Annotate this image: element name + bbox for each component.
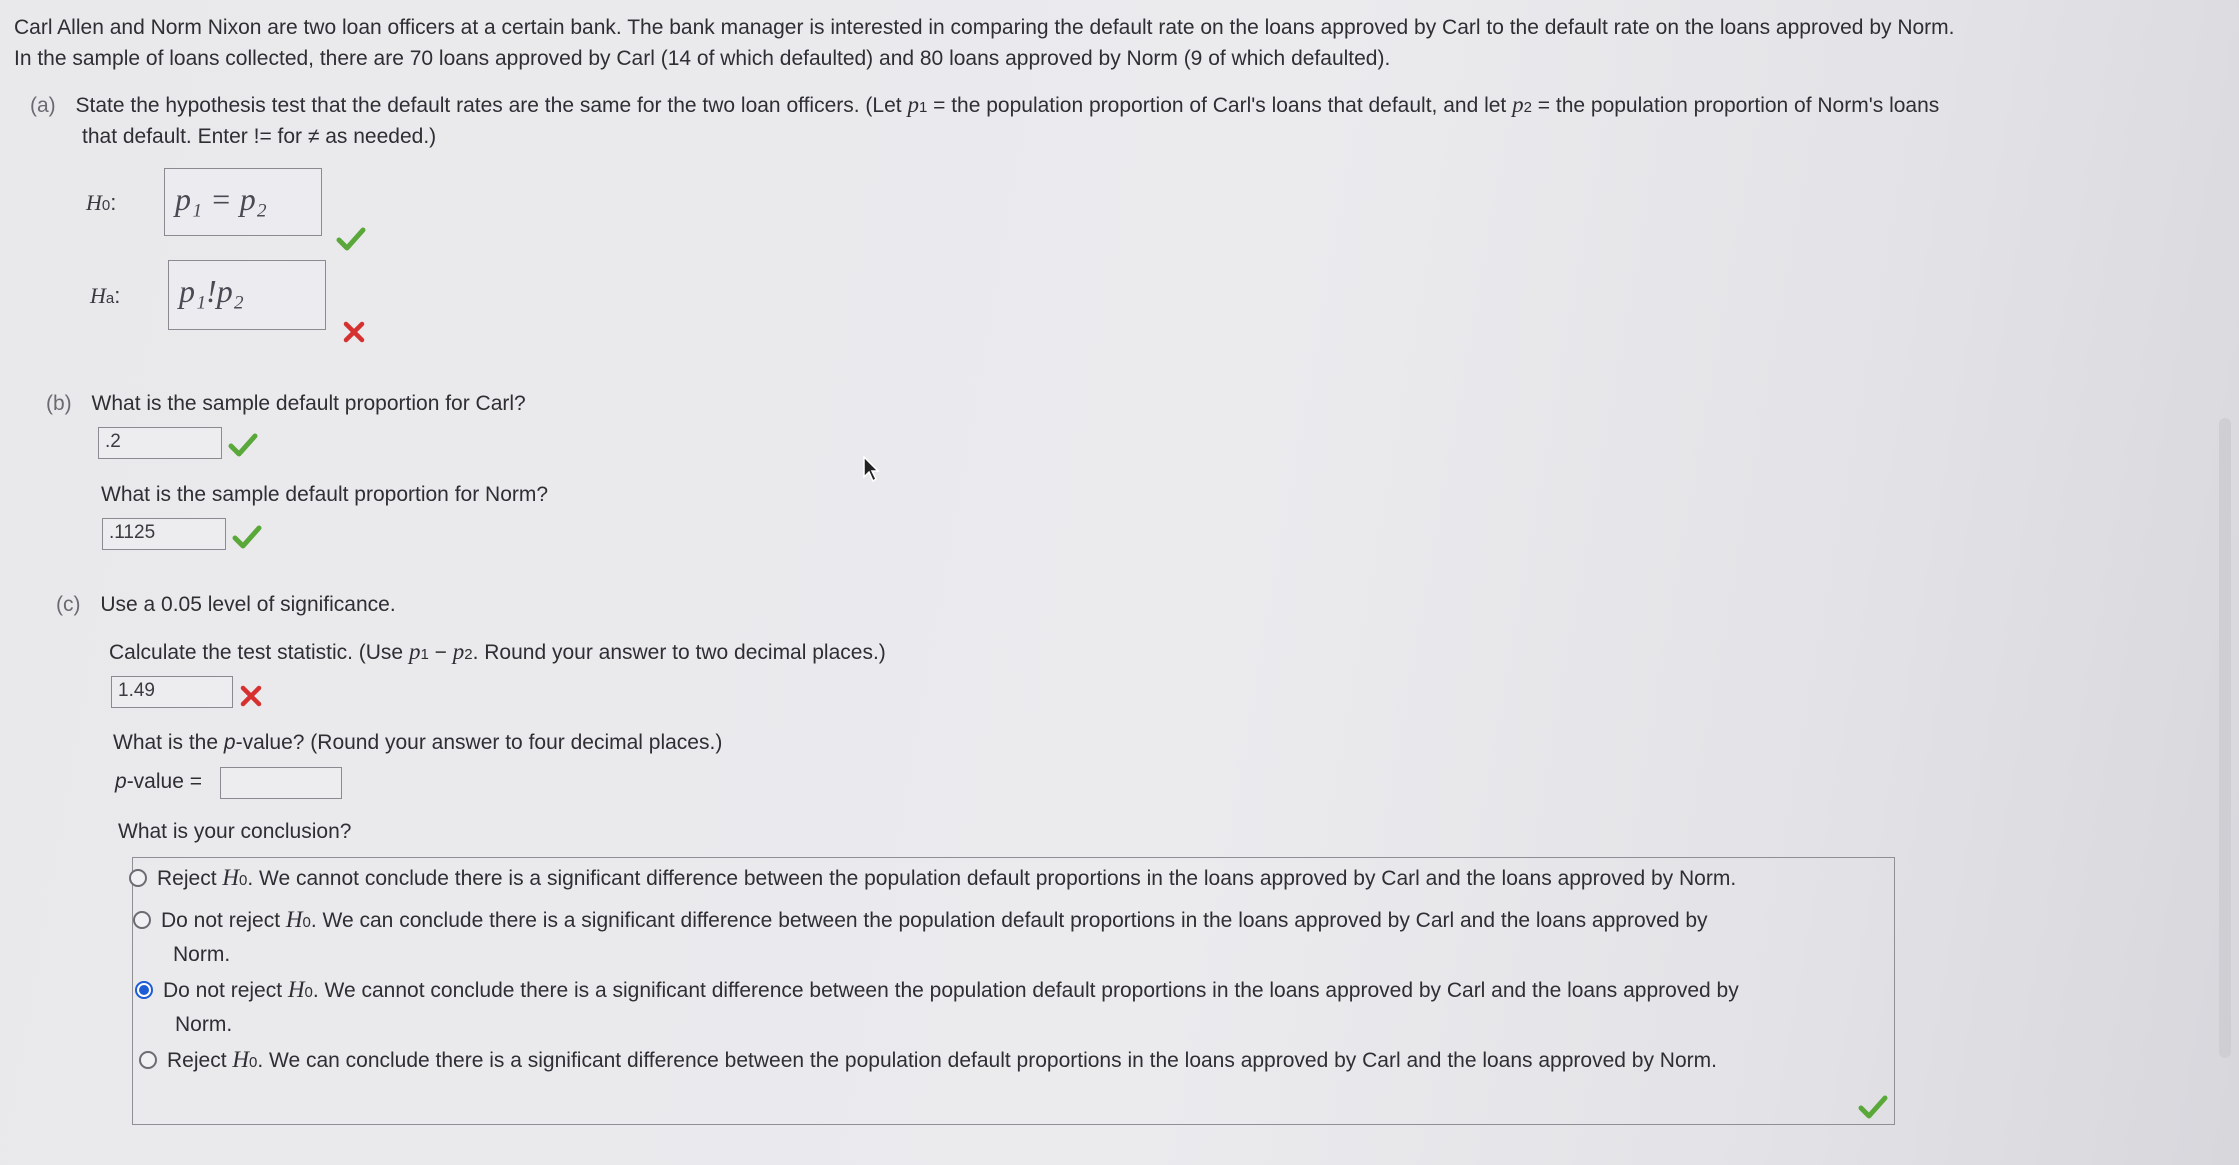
option-0-h: H <box>222 865 239 890</box>
part-a-label: (a) <box>30 94 56 117</box>
part-a-text-2: = the population proportion of Carl's loans that default, and let <box>927 94 1513 117</box>
conclusion-question: What is your conclusion? <box>118 820 352 843</box>
part-a-question <box>30 90 1939 123</box>
part-b-label: (b) <box>46 392 72 415</box>
problem-intro <box>14 12 1955 74</box>
part-a-text-3: = the population proportion of Norm's loans <box>1531 94 1940 117</box>
option-2-cont: Norm. <box>175 1013 233 1036</box>
test-statistic-question <box>109 637 886 670</box>
conclusion-check-icon <box>1858 1094 1888 1120</box>
pvalue-question <box>113 728 722 758</box>
option-2-h: H <box>287 977 305 1002</box>
pvalue-question-text-1: What is the <box>113 731 224 754</box>
part-b-question-1 <box>46 389 526 419</box>
stat-p2-symbol: p <box>452 639 465 664</box>
conclusion-radio-3[interactable] <box>139 1051 157 1069</box>
stat-p2-subscript: 2 <box>464 646 473 663</box>
conclusion-radio-1[interactable] <box>133 911 151 929</box>
conclusion-radio-0[interactable] <box>129 869 147 887</box>
norm-proportion-question: What is the sample default proportion for Norm? <box>101 483 549 506</box>
h0-subscript: 0 <box>101 197 111 214</box>
ha-label <box>90 283 120 309</box>
pvalue-input[interactable] <box>220 767 342 799</box>
h0-check-icon <box>336 226 366 252</box>
pvalue-label <box>115 767 202 797</box>
mouse-pointer-icon <box>862 455 880 483</box>
test-statistic-input[interactable]: 1.49 <box>111 676 233 708</box>
stat-minus: − <box>428 641 453 664</box>
option-2-pre: Do not reject <box>163 979 288 1002</box>
pvalue-label-rest: -value = <box>126 770 202 793</box>
stat-question-text-1: Calculate the test statistic. (Use <box>109 641 409 664</box>
part-c-intro <box>56 590 396 620</box>
option-3-h: H <box>232 1047 249 1072</box>
pvalue-question-p: p <box>223 731 236 754</box>
part-c-label: (c) <box>56 593 81 616</box>
h0-letter: H <box>86 190 102 215</box>
ha-input[interactable]: p₁!p₂ <box>168 260 326 330</box>
ha-subscript: a <box>105 290 115 307</box>
vertical-scrollbar[interactable] <box>2219 418 2231 1058</box>
carl-proportion-input[interactable]: .2 <box>98 427 222 459</box>
option-0-post: . We cannot conclude there is a significant difference between the population default proportions in the loans approved by Carl and the loans approved by Norm. <box>247 867 1737 890</box>
p2-symbol: p <box>1512 92 1524 117</box>
h0-input[interactable]: p₁ = p₂ <box>164 168 322 236</box>
stat-question-text-2: . Round your answer to two decimal places.) <box>472 641 886 664</box>
part-a-text-1: State the hypothesis test that the default rates are the same for the two loan officers. (Let <box>75 94 908 117</box>
ha-colon: : <box>114 283 121 308</box>
conclusion-option-2[interactable] <box>163 974 1739 1041</box>
conclusion-radio-2[interactable] <box>135 981 153 999</box>
intro-line-1: Carl Allen and Norm Nixon are two loan officers at a certain bank. The bank manager is interested in comparing the default rate on the loans approved by Carl to the default rate on the loans approved by Norm. <box>14 16 1955 39</box>
ha-letter: H <box>90 283 106 308</box>
norm-proportion-input[interactable]: .1125 <box>102 518 226 550</box>
h0-colon: : <box>110 190 117 215</box>
carl-proportion-question: What is the sample default proportion for Carl? <box>91 392 526 415</box>
option-3-sub: 0 <box>248 1054 258 1071</box>
part-a-line-2: that default. Enter != for ≠ as needed.) <box>82 125 437 148</box>
option-3-post: . We can conclude there is a significant difference between the population default proportions in the loans approved by Carl and the loans approved by Norm. <box>257 1049 1717 1072</box>
ha-x-icon <box>342 320 366 344</box>
h0-label <box>86 190 116 216</box>
stat-p1-subscript: 1 <box>420 646 429 663</box>
pvalue-question-text-2: -value? (Round your answer to four decimal places.) <box>235 731 723 754</box>
option-3-pre: Reject <box>167 1049 233 1072</box>
option-1-post: . We can conclude there is a significant difference between the population default proportions in the loans approved by Carl and the loans approved by <box>310 909 1708 932</box>
option-0-sub: 0 <box>238 872 248 889</box>
option-1-cont: Norm. <box>173 943 231 966</box>
option-0-pre: Reject <box>157 867 223 890</box>
significance-level-text: Use a 0.05 level of significance. <box>100 593 396 616</box>
option-1-h: H <box>285 907 303 932</box>
option-1-sub: 0 <box>302 914 311 931</box>
norm-check-icon <box>232 524 262 550</box>
intro-line-2: In the sample of loans collected, there are 70 loans approved by Carl (14 of which defaulted) and 80 loans approved by Norm (9 of which defaulted). <box>14 47 1391 70</box>
p1-subscript: 1 <box>918 99 928 116</box>
conclusion-option-0[interactable] <box>157 862 1736 897</box>
conclusion-option-1[interactable] <box>161 904 1708 971</box>
option-1-pre: Do not reject <box>161 909 286 932</box>
conclusion-option-3[interactable] <box>167 1044 1717 1079</box>
carl-check-icon <box>228 432 258 458</box>
p1-symbol: p <box>907 92 919 117</box>
option-2-post: . We cannot conclude there is a significant difference between the population default proportions in the loans approved by Carl and the loans approved by <box>312 979 1739 1002</box>
stat-p1-symbol: p <box>408 639 421 664</box>
p2-subscript: 2 <box>1523 99 1532 116</box>
conclusion-options-box <box>132 857 1895 1125</box>
option-2-sub: 0 <box>304 984 313 1001</box>
pvalue-label-p: p <box>115 770 127 793</box>
test-statistic-x-icon <box>239 684 263 708</box>
